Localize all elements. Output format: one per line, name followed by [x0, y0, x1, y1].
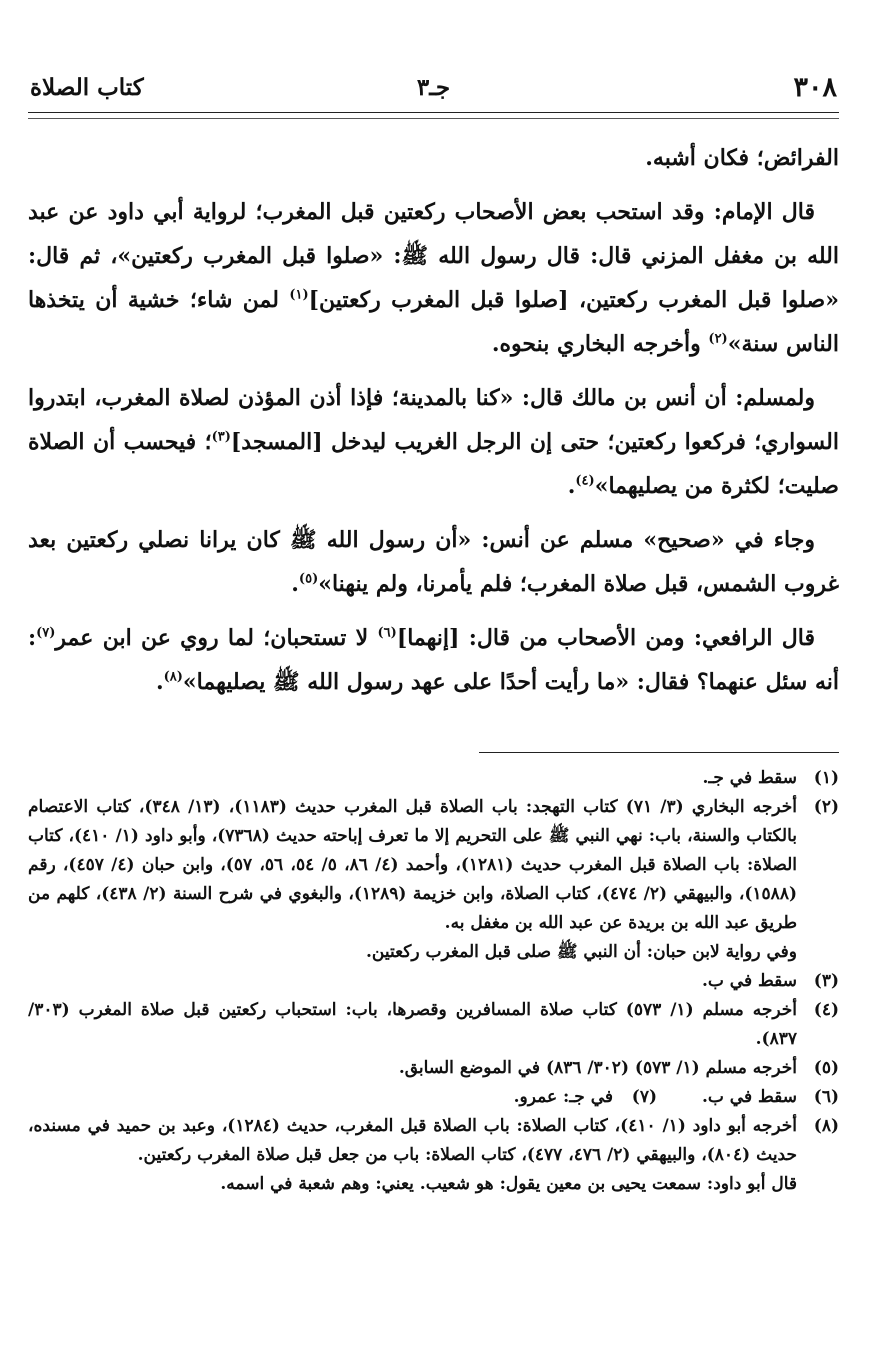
footnote-text: سقط في ب. [701, 971, 797, 991]
footnote-2-continuation: وفي رواية لابن حبان: أن النبي ﷺ صلى قبل المغرب ركعتين. [365, 942, 797, 962]
footnote-text: في جـ: عمرو. [513, 1087, 613, 1107]
paragraph-2: قال الإمام: وقد استحب بعض الأصحاب ركعتين قبل المغرب؛ لرواية أبي داود عن عبد الله بن مغفل المزني قال: قال رسول الله ﷺ: «صلوا قبل المغرب ركعتين»، ثم قال: «صلوا قبل المغرب ركعتين، [صلوا قبل المغرب ركعتين]$^{(١)}$ لمن شاء؛ خشية أن يتخذها الناس سنة»$^{(٢)}$ وأخرجه البخاري بنحوه. [28, 199, 839, 357]
footnote-number: (٥) [813, 1058, 839, 1078]
footnote-ref-7[interactable]: (٧) [36, 625, 56, 641]
footnote-number: (٧) [631, 1087, 657, 1107]
volume-label: جـ٣ [416, 74, 451, 101]
footnote-ref-3[interactable]: (٣) [211, 429, 231, 445]
footnote-4 [28, 996, 839, 1054]
footnote-number: (٣) [813, 971, 839, 991]
footnote-number: (١) [813, 768, 839, 788]
footnote-ref-2[interactable]: (٢) [708, 331, 728, 347]
running-header [28, 68, 839, 113]
footnote-text: سقط في ب. [701, 1087, 797, 1107]
footnote-text: سقط في جـ. [702, 768, 797, 788]
footnote-2 [28, 793, 839, 938]
main-text [28, 136, 839, 714]
footnote-text: أخرجه مسلم (١/ ٥٧٣) كتاب صلاة المسافرين وقصرها، باب: استحباب ركعتين قبل صلاة المغرب (٣٠٣/ ٨٣٧). [28, 1000, 797, 1049]
footnotes-6-7 [28, 1083, 839, 1112]
footnotes-section [28, 764, 839, 1199]
footnote-3 [28, 967, 839, 996]
footnote-number: (٦) [813, 1087, 839, 1107]
footnote-8-continuation: قال أبو داود: سمعت يحيى بن معين يقول: هو شعيب. يعني: وهم شعبة في اسمه. [220, 1174, 797, 1194]
footnote-8 [28, 1112, 839, 1170]
footnote-ref-1[interactable]: (١) [289, 287, 309, 303]
paragraph-3: ولمسلم: أن أنس بن مالك قال: «كنا بالمدينة؛ فإذا أذن المؤذن لصلاة المغرب، ابتدروا السواري؛ فركعوا ركعتين؛ حتى إن الرجل الغريب ليدخل [المسجد]$^{(٣)}$؛ فيحسب أن الصلاة صليت؛ لكثرة من يصليهما»$^{(٤)}$. [28, 385, 839, 499]
footnote-text: أخرجه البخاري (٣/ ٧١) كتاب التهجد: باب الصلاة قبل المغرب حديث (١١٨٣)، (١٣/ ٣٤٨)، كتاب الاعتصام بالكتاب والسنة، باب: نهي النبي ﷺ على التحريم إلا ما تعرف إباحته حديث (٧٣٦٨)، وأبو داود (١/ ٤١٠)، كتاب الصلاة: باب الصلاة قبل المغرب حديث (١٢٨١)، وأحمد (٤/ ٨٦، ٥/ ٥٤، ٥٦، ٥٧)، وابن حبان (٤/ ٤٥٧)، رقم (١٥٨٨)، والبيهقي (٢/ ٤٧٤)، كتاب الصلاة، وابن خزيمة (١٢٨٩)، والبغوي في شرح السنة (٢/ ٤٣٨)، كلهم من طريق عبد الله بن بريدة عن عبد الله بن مغفل به. [28, 797, 798, 933]
footnote-text: أخرجه مسلم (١/ ٥٧٣) (٣٠٢/ ٨٣٦) في الموضع السابق. [398, 1058, 797, 1078]
footnote-number: (٢) [813, 797, 839, 817]
footnote-text: أخرجه أبو داود (١/ ٤١٠)، كتاب الصلاة: باب الصلاة قبل المغرب، حديث (١٢٨٤)، وعبد بن حميد في مسنده، حديث (٨٠٤)، والبيهقي (٢/ ٤٧٦، ٤٧٧)، كتاب الصلاة: باب من جعل قبل صلاة المغرب ركعتين. [28, 1116, 798, 1165]
page-number: ٣٠٨ [793, 72, 837, 103]
footnote-ref-5[interactable]: (٥) [298, 571, 319, 587]
paragraph-4: وجاء في «صحيح» مسلم عن أنس: «أن رسول الله ﷺ كان يرانا نصلي ركعتين بعد غروب الشمس، قبل صلاة المغرب؛ فلم يأمرنا، ولم ينهنا»$^{(٥)}$. [28, 527, 839, 597]
header-divider [28, 118, 839, 119]
footnote-divider [479, 752, 839, 753]
footnote-ref-6[interactable]: (٦) [377, 625, 397, 641]
footnote-5 [28, 1054, 839, 1083]
footnote-number: (٤) [813, 1000, 839, 1020]
footnote-ref-4[interactable]: (٤) [575, 473, 595, 489]
footnote-ref-8[interactable]: (٨) [163, 669, 183, 685]
paragraph-5: قال الرافعي: ومن الأصحاب من قال: [إنهما]$^{(٦)}$ لا تستحبان؛ لما روي عن ابن عمر$^{(٧)}$: أنه سئل عنهما؟ فقال: «ما رأيت أحدًا على عهد رسول الله ﷺ يصليهما»$^{(٨)}$. [28, 625, 839, 695]
footnote-number: (٨) [813, 1116, 839, 1136]
paragraph-1: الفرائض؛ فكان أشبه. [645, 145, 839, 171]
footnote-1 [28, 764, 839, 793]
book-title: كتاب الصلاة [30, 74, 144, 101]
